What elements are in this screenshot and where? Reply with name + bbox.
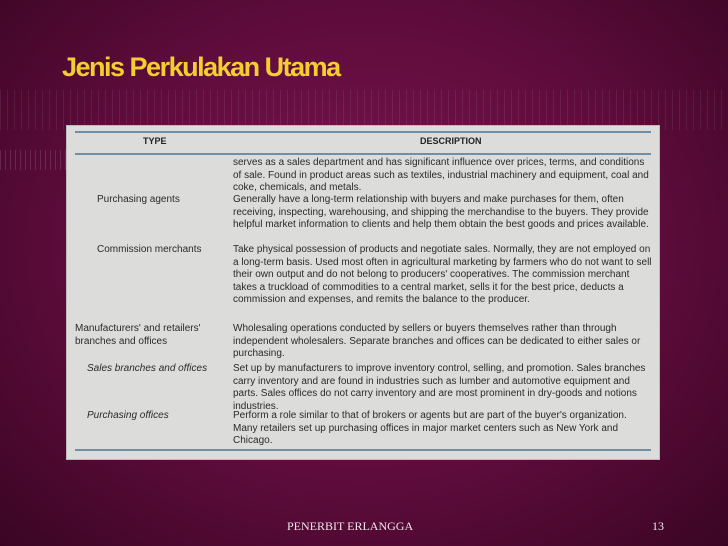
table-row-type: Manufacturers' and retailers' branches and offices: [75, 323, 201, 347]
table-row-desc: Perform a role similar to that of brokers or agents but are part of the buyer's organization. Many retailers set up purchasing offices in major market centers such as New York and Chicago.: [233, 410, 627, 446]
header-description: DESCRIPTION: [420, 136, 482, 146]
table-row-desc: Wholesaling operations conducted by sellers or buyers themselves rather than through independent wholesalers. Separate branches and offices can be dedicated to either sales or purchasing.: [233, 323, 641, 359]
table-row-type: Commission merchants: [97, 244, 202, 255]
slide-title: Jenis Perkulakan Utama: [62, 52, 340, 82]
table-header: [75, 131, 651, 155]
decorative-stripes: [0, 90, 728, 130]
wholesaler-types-table: [66, 125, 660, 460]
table-row-type: Purchasing offices: [87, 410, 169, 421]
table-row-desc: Set up by manufacturers to improve inventory control, selling, and promotion. Sales branches carry inventory and are found in industries such as lumber and automotive equipment and parts. Sales offices do not carry inventory and are most prominent in dry-goods and notions industries.: [233, 363, 646, 412]
decorative-stripes-left: [0, 150, 70, 170]
table-row-desc: serves as a sales department and has significant influence over prices, terms, and conditions of sale. Found in product areas such as textiles, industrial machinery and equipment, coal and coke, chemicals, and metals.: [233, 157, 649, 193]
table-row-type: Sales branches and offices: [87, 363, 208, 374]
table-bottom-rule: [75, 449, 651, 451]
table-row-type: Purchasing agents: [97, 194, 180, 205]
table-row-desc: Take physical possession of products and negotiate sales. Normally, they are not employed on a long-term basis. Used most often in agricultural marketing by farmers who do not want to sell their own output and do not belong to producers' cooperatives. The commission merchant takes a truckload of commodities to a central market, sells it for the best price, deducts a commission and expenses, and remits the balance to the producer.: [233, 244, 652, 305]
table-row-desc: Generally have a long-term relationship with buyers and make purchases for them, often receiving, inspecting, warehousing, and shipping the merchandise to the buyers. They provide helpful market information to clients and help them obtain the best goods and prices available.: [233, 194, 649, 230]
header-type: TYPE: [143, 136, 167, 146]
page-number: 13: [652, 519, 664, 533]
footer-publisher: PENERBIT ERLANGGA: [287, 519, 414, 533]
